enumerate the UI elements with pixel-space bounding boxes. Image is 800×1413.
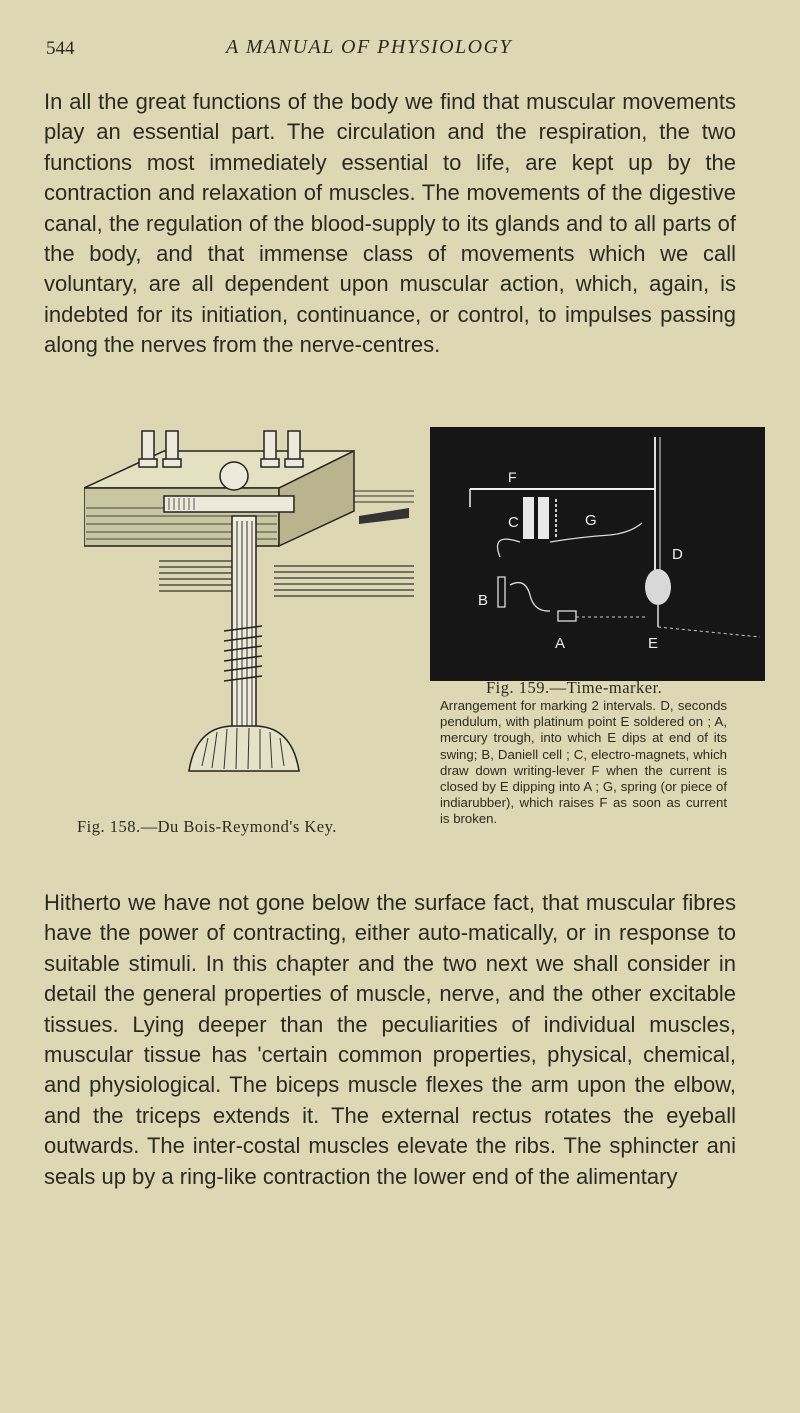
label-e: E (648, 635, 659, 652)
figure-159-caption-title: Fig. 159.—Time-marker. (486, 678, 663, 697)
running-head: A MANUAL OF PHYSIOLOGY (226, 36, 513, 58)
figure-159-time-marker-plate (430, 427, 765, 681)
figure-158-caption: Fig. 158.—Du Bois-Reymond's Key. (77, 817, 337, 836)
label-g: G (585, 512, 597, 529)
figure-158-key-illustration (84, 426, 420, 836)
page-number: 544 (46, 38, 75, 59)
label-c: C (508, 514, 519, 531)
label-f: F (508, 469, 517, 485)
label-d: D (672, 546, 683, 563)
body-paragraph-2: Hitherto we have not gone below the surface fact, that muscular fibres have the power of contracting, either auto-matically, or in response to suitable stimuli. In this chapter and the two next we shall consider in detail the general properties of muscle, nerve, and the other excitable tissues. Lying deeper than the peculiarities of individual muscles, muscular tissue has 'certain common properties, physical, chemical, and physiological. The biceps muscle flexes the arm upon the elbow, and the triceps extends it. The external rectus rotates the eyeball outwards. The inter-costal muscles elevate the ribs. The sphincter ani seals up by a ring-like contraction the lower end of the alimentary (44, 890, 736, 1189)
label-b: B (478, 592, 489, 609)
label-a: A (555, 635, 566, 652)
body-paragraph-1: In all the great functions of the body we find that muscular movements play an essential part. The circulation and the respiration, the two functions most immediately essential to life, are kept up by the contraction and relaxation of muscles. The movements of the digestive canal, the regulation of the blood-supply to its glands and to all parts of the body, and that immense class of movements which we call voluntary, are all dependent upon muscular action, which, again, is indebted for its initiation, continuance, or control, to impulses passing along the nerves from the nerve-centres. (44, 89, 736, 358)
figure-159-caption-text: Arrangement for marking 2 intervals. D, seconds pendulum, with platinum point E soldered on ; A, mercury trough, into which E dips at end of its swing; B, Daniell cell ; C, electro-magnets, which draw down writing-lever F when the current is closed by E dipping into A ; G, spring (or piece of indiarubber), which raises F as soon as current is broken. (440, 698, 727, 827)
